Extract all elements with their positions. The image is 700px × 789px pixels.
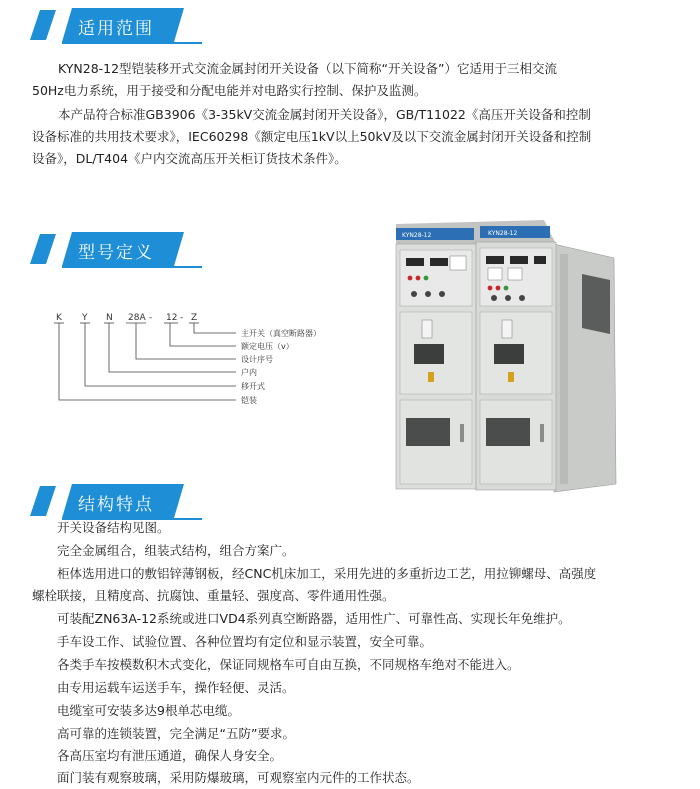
structure-item: 开关设备结构见图。 [57, 520, 170, 535]
section-header-model [30, 232, 190, 266]
switchgear-cabinet-image [384, 214, 624, 494]
code-design-number: 28A [128, 313, 146, 323]
text-line: 本产品符合标准GB3906《3-35kV交流金属封闭开关设备》，GB/T11022《高压开关设备和控制 [58, 107, 591, 122]
structure-item: 柜体选用进口的敷铝锌薄钢板，经CNC机床加工，采用先进的多重折边工艺，用拉铆螺母、高强度 [57, 566, 597, 581]
section-header-scope [30, 8, 190, 42]
scope-paragraph-1 [32, 58, 682, 102]
structure-item: 高可靠的连锁装置，完全满足“五防”要求。 [57, 726, 295, 741]
code-letter-y: Y [82, 313, 88, 323]
structure-item: 由专用运载车运送手车，操作轻便、灵活。 [57, 680, 295, 695]
header-underline [62, 266, 202, 268]
meaning-rated-voltage: 额定电压（v） [241, 342, 294, 351]
text-line: KYN28-12型铠装移开式交流金属封闭开关设备（以下简称“开关设备”）它适用于三相交流 [58, 61, 558, 76]
section-title: 结构特点 [78, 495, 154, 515]
code-separator: - [180, 313, 184, 323]
slash-bar-icon [30, 234, 56, 264]
structure-item: 手车设工作、试验位置、各种位置均有定位和显示装置，安全可靠。 [57, 634, 433, 649]
scope-paragraph-2 [32, 104, 692, 170]
code-letter-n: N [106, 313, 113, 323]
meaning-withdrawable: 移开式 [241, 382, 265, 391]
text-line: 50Hz电力系统，用于接受和分配电能并对电路实行控制、保护及监测。 [32, 83, 427, 98]
section-header-structure [30, 484, 190, 518]
structure-item: 可装配ZN63A-12系统或进口VD4系列真空断路器，适用性广、可靠性高、实现长年免维护。 [57, 611, 571, 626]
structure-item: 面门装有观察玻璃，采用防爆玻璃，可观察室内元件的工作状态。 [57, 770, 420, 785]
code-separator: - [149, 313, 153, 323]
section-title: 适用范围 [78, 19, 154, 39]
right-panel-label: KYN28-12 [488, 230, 518, 237]
header-underline [62, 42, 202, 44]
section-title: 型号定义 [78, 243, 154, 263]
structure-item: 各类手车按模数积木式变化，保证同规格车可自由互换，不同规格车绝对不能进入。 [57, 657, 520, 672]
model-code-diagram [46, 306, 356, 416]
code-letter-k: K [56, 313, 62, 323]
code-letter-z: Z [191, 313, 198, 323]
meaning-design-number: 设计序号 [241, 355, 273, 364]
left-panel-label: KYN28-12 [402, 232, 432, 239]
structure-item: 各高压室均有泄压通道，确保人身安全。 [57, 748, 283, 763]
text-line: 设备标准的共用技术要求》，IEC60298《额定电压1kV以上50kV及以下交流金属封闭开关设备和控制 [32, 129, 592, 144]
structure-item: 电缆室可安装多达9根单芯电缆。 [57, 703, 240, 718]
slash-bar-icon [30, 486, 56, 516]
structure-item: 螺栓联接，且精度高、抗腐蚀、重量轻、强度高、零件通用性强。 [32, 588, 395, 603]
meaning-armored: 铠装 [241, 396, 257, 405]
slash-bar-icon [30, 10, 56, 40]
structure-item: 完全金属组合，组装式结构，组合方案广。 [57, 543, 295, 558]
meaning-main-switch: 主开关（真空断路器） [241, 329, 321, 338]
code-voltage: 12 [166, 313, 178, 323]
meaning-indoor: 户内 [241, 368, 257, 377]
text-line: 设备》，DL/T404《户内交流高压开关柜订货技术条件》。 [32, 151, 347, 166]
